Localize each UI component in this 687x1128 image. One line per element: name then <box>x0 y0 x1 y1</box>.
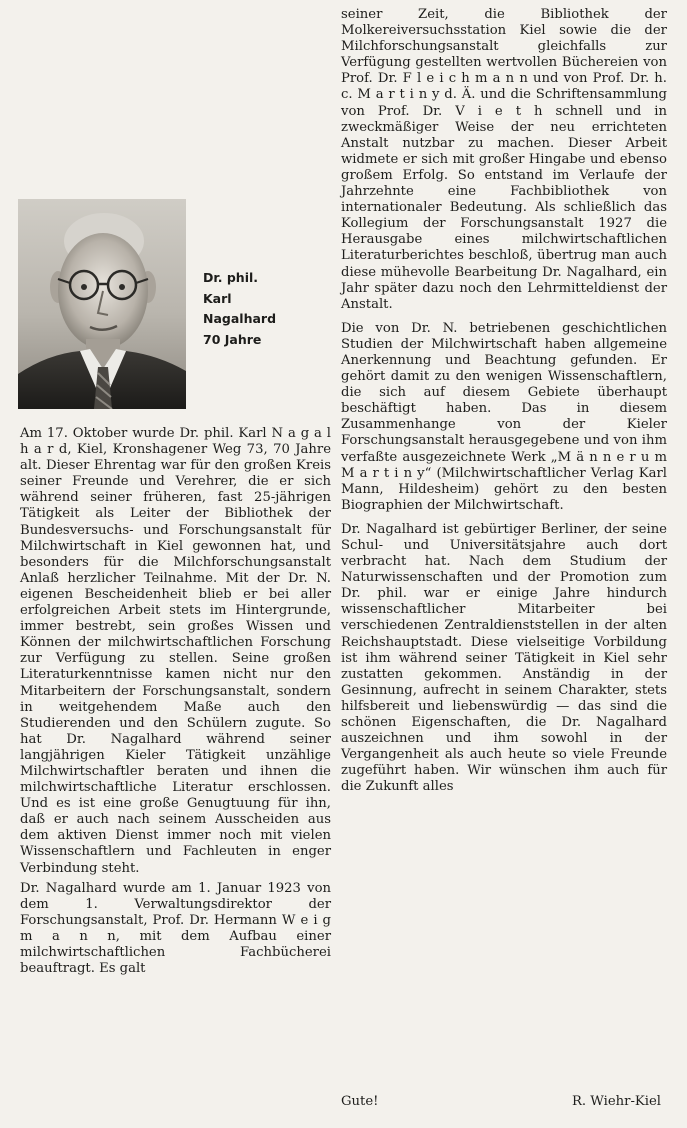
caption-first-name: Karl <box>203 290 232 306</box>
paragraph: seiner Zeit, die Bibliothek der Molkereiversuchsstation Kiel sowie die der Milchforschungsanstalt gleichfalls zur Verfügung gestellten wertvollen Büchereien von Prof. Dr. F l e i c h m a n n und von Prof. Dr. h. c. M a r t i n y d. Ä. und die Schriftensammlung von Prof. Dr. V i e t h schnell und in zweckmäßiger Weise der neu errichteten Anstalt nutzbar zu machen. Dieser Arbeit widmete er sich mit großer Hingabe und ebenso großem Erfolg. So entstand im Verlaufe der Jahrzehnte eine Fachbibliothek von internationaler Bedeutung. Als schließlich das Kollegium der Forschungsanstalt 1927 die Herausgabe eines milchwirtschaftlichen Literaturberichtes beschloß, übertrug man auch diese mühevolle Bearbeitung Dr. Nagalhard, ein Jahr später dazu noch den Lehrmitteldienst der Anstalt. <box>341 7 667 312</box>
photo-caption <box>203 268 323 350</box>
paragraph: Am 17. Oktober wurde Dr. phil. Karl N a g a l h a r d, Kiel, Kronshagener Weg 73, 70 Jahre alt. Dieser Ehrentag war für den großen Kreis seiner Freunde und Verehrer, die er sich während seiner früheren, fast 25-jährigen Tätigkeit als Leiter der Bibliothek der Bundesversuchs- und Forschungsanstalt für Milchwirtschaft in Kiel gewonnen hat, und besonders für die Milchforschungsanstalt Anlaß herzlicher Teilnahme. Mit der Dr. N. eigenen Bescheidenheit blieb er bei aller erfolgreichen Arbeit stets im Hintergrunde, immer bestrebt, sein großes Wissen und Können der milchwirtschaftlichen Forschung zur Verfügung zu stellen. Seine großen Literaturkenntnisse kamen nicht nur den Mitarbeitern der Forschungsanstalt, sondern in weitgehendem Maße auch den Studierenden und den Schülern zugute. So hat Dr. Nagalhard während seiner langjährigen Kieler Tätigkeit unzählige Milchwirtschaftler beraten und ihnen die milchwirtschaftliche Literatur erschlossen. Und es ist eine große Genugtuung für ihn, daß er auch nach seinem Ausscheiden aus dem aktiven Dienst immer noch mit vielen Wissenschaftlern und Fachleuten in enger Verbindung steht. <box>20 426 331 876</box>
caption-age: 70 Jahre <box>203 331 262 347</box>
paragraph: Dr. Nagalhard ist gebürtiger Berliner, der seine Schul- und Universitätsjahre auch dort verbracht hat. Nach dem Studium der Naturwissenschaften und der Promotion zum Dr. phil. war er einige Jahre hindurch wissenschaftlicher Mitarbeiter bei verschiedenen Zentraldienststellen in der alten Reichshauptstadt. Diese vielseitige Vorbildung ist ihm während seiner Tätigkeit in Kiel sehr zustatten gekommen. Anständig in der Gesinnung, aufrecht in seinem Charakter, stets hilfsbereit und liebenswürdig — das sind die schönen Eigenschaften, die Dr. Nagalhard auszeichnen und ihm sowohl in der Vergangenheit als auch heute so viele Freunde zugeführt haben. Wir wünschen ihm auch für die Zukunft alles <box>341 521 667 795</box>
paragraph: Die von Dr. N. betriebenen geschichtlichen Studien der Milchwirtschaft haben allgemeine Anerkennung und Beachtung gefunden. Er gehört damit zu den wenigen Wissenschaftlern, die sich auf diesem Gebiete überhaupt beschäftigt haben. Das in diesem Zusammenhange von der Kieler Forschungsanstalt herausgegebene und von ihm verfaßte ausgezeichnete Werk „M ä n n e r u m M a r t i n y“ (Milchwirtschaftlicher Verlag Karl Mann, Hildesheim) gehört zu den besten Biographien der Milchwirtschaft. <box>341 320 667 513</box>
author-signature: R. Wiehr-Kiel <box>571 1094 661 1109</box>
left-column <box>20 426 331 977</box>
caption-title: Dr. phil. <box>203 270 259 285</box>
caption-surname: Nagalhard <box>203 311 277 326</box>
portrait-photo <box>18 199 186 409</box>
closing-line <box>341 1094 667 1110</box>
paragraph: Dr. Nagalhard wurde am 1. Januar 1923 von dem 1. Verwaltungsdirektor der Forschungsanstalt, Prof. Dr. Hermann W e i g m a n n, mit dem Aufbau einer milchwirtschaftlichen Fachbücherei beauftragt. Es galt <box>20 880 331 977</box>
portrait-image <box>18 199 186 409</box>
closing-word: Gute! <box>341 1094 379 1109</box>
right-column <box>341 7 667 796</box>
